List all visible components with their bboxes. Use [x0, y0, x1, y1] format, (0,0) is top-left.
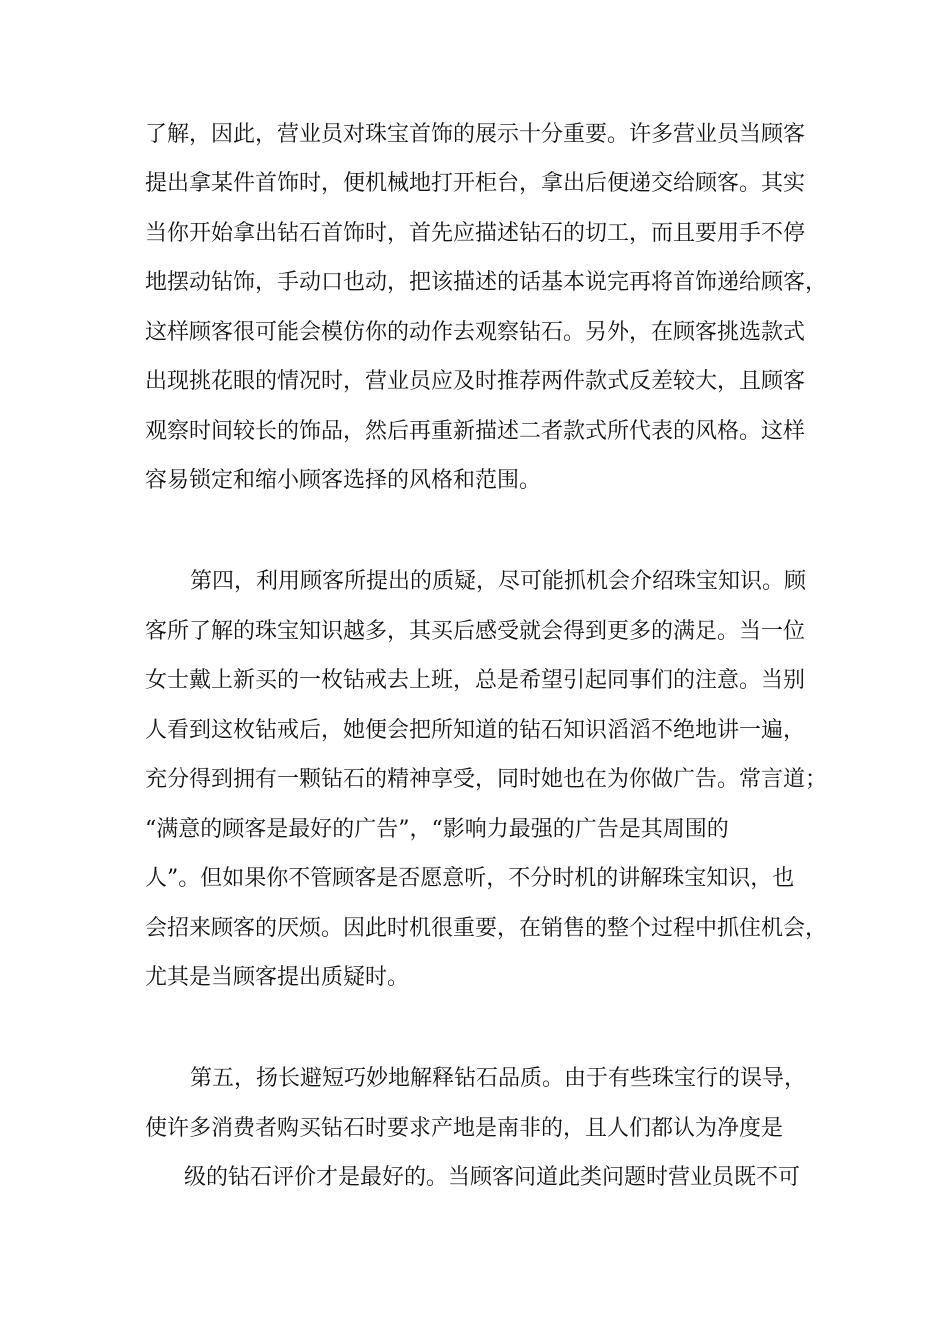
text-line: 出现挑花眼的情况时，营业员应及时推荐两件款式反差较大，且顾客 — [145, 369, 806, 394]
text-line: 这样顾客很可能会模仿你的动作去观察钻石。另外，在顾客挑选款式 — [145, 320, 806, 345]
text-line: 容易锁定和缩小顾客选择的风格和范围。 — [145, 468, 542, 493]
text-line: 当你开始拿出钻石首饰时，首先应描述钻石的切工，而且要用手不停 — [145, 221, 806, 246]
text-line: 了解，因此，营业员对珠宝首饰的展示十分重要。许多营业员当顾客 — [145, 122, 806, 147]
paragraph-start-line: 第四，利用顾客所提出的质疑，尽可能抓机会介绍珠宝知识。顾 — [190, 569, 807, 594]
text-line: 尤其是当顾客提出质疑时。 — [145, 965, 410, 990]
text-line: “满意的顾客是最好的广告”，“影响力最强的广告是其周围的 — [145, 817, 729, 842]
paragraph-start-line: 第五，扬长避短巧妙地解释钻石品质。由于有些珠宝行的误导， — [190, 1066, 807, 1091]
text-line: 女士戴上新买的一枚钻戒去上班，总是希望引起同事们的注意。当别 — [145, 668, 806, 693]
text-line: 人”。但如果你不管顾客是否愿意听，不分时机的讲解珠宝知识，也 — [145, 866, 795, 891]
text-line: 地摆动钻饰，手动口也动，把该描述的话基本说完再将首饰递给顾客， — [145, 270, 828, 295]
text-line: 级的钻石评价才是最好的。当顾客问道此类问题时营业员既不可 — [184, 1165, 801, 1190]
text-line: 人看到这枚钻戒后，她便会把所知道的钻石知识滔滔不绝地讲一遍， — [145, 718, 806, 743]
text-line: 充分得到拥有一颗钻石的精神享受，同时她也在为你做广告。常言道； — [145, 767, 828, 792]
text-line: 提出拿某件首饰时，便机械地打开柜台，拿出后便递交给顾客。其实 — [145, 171, 806, 196]
text-line: 使许多消费者购买钻石时要求产地是南非的，且人们都认为净度是 — [145, 1116, 784, 1141]
text-line: 客所了解的珠宝知识越多，其买后感受就会得到更多的满足。当一位 — [145, 619, 806, 644]
text-line: 会招来顾客的厌烦。因此时机很重要，在销售的整个过程中抓住机会， — [145, 916, 828, 941]
text-line: 观察时间较长的饰品，然后再重新描述二者款式所代表的风格。这样 — [145, 419, 806, 444]
